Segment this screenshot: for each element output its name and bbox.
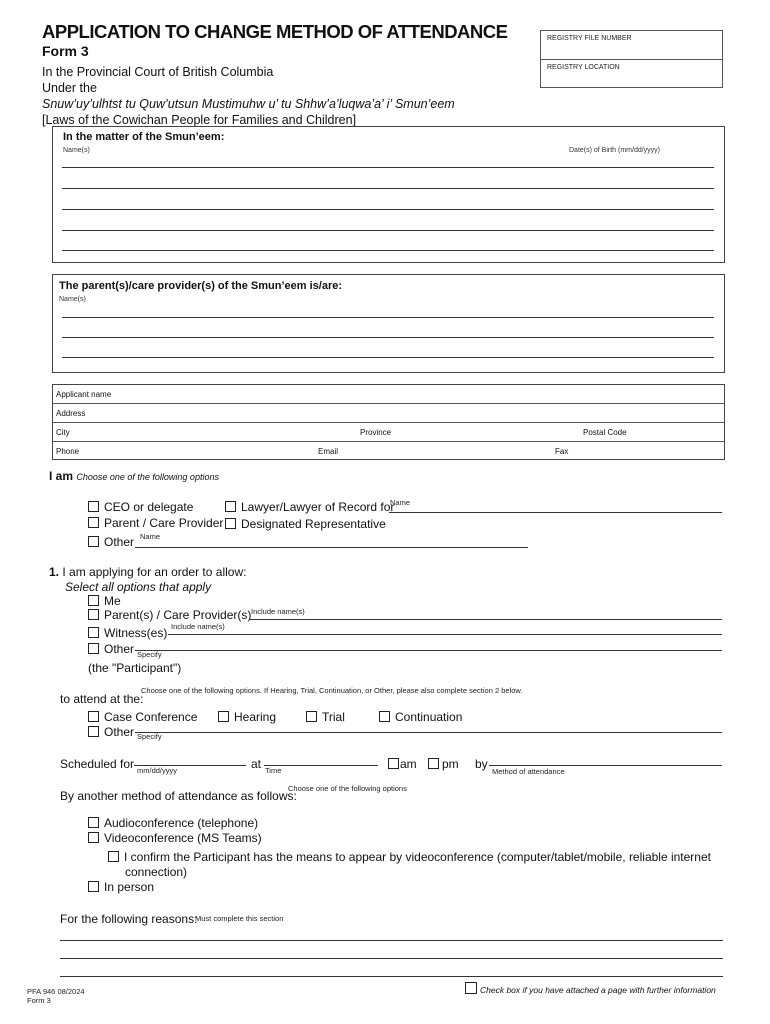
me-checkbox[interactable]	[88, 595, 99, 606]
i-am-instruction: Choose one of the following options	[76, 472, 219, 482]
province-label: Province	[360, 428, 392, 437]
witnesses-checkbox[interactable]	[88, 627, 99, 638]
am-checkbox[interactable]	[388, 758, 399, 769]
scheduled-for-label: Scheduled for	[60, 757, 135, 771]
section1-heading	[49, 565, 246, 579]
video-checkbox[interactable]	[88, 832, 99, 843]
attached-page-checkbox[interactable]	[465, 982, 477, 994]
lawyer-checkbox[interactable]	[225, 501, 236, 512]
applicant-box	[52, 384, 725, 460]
option-pm[interactable]	[428, 757, 459, 771]
matter-line-1[interactable]	[62, 167, 714, 168]
designated-checkbox[interactable]	[225, 518, 236, 529]
option-hearing[interactable]	[218, 710, 276, 724]
choose-one-hint: Choose one of the following options	[288, 784, 407, 793]
attached-page-option[interactable]	[465, 982, 716, 995]
registry-file-number-field[interactable]: REGISTRY FILE NUMBER	[541, 31, 722, 60]
matter-names-label: Name(s)	[63, 147, 90, 154]
i-am-heading	[49, 469, 219, 483]
method-line[interactable]	[489, 765, 722, 766]
other-participant-specify: Specify	[137, 650, 162, 659]
case-conference-label: Case Conference	[104, 710, 198, 724]
option-parents[interactable]	[88, 608, 251, 622]
section1-title: I am applying for an order to allow:	[62, 565, 247, 579]
parents-label: Parent(s) / Care Provider(s)	[104, 608, 252, 622]
trial-label: Trial	[322, 710, 345, 724]
matter-line-4[interactable]	[62, 230, 714, 231]
method-hint: Method of attendance	[492, 767, 565, 776]
hearing-label: Hearing	[234, 710, 277, 724]
option-witnesses[interactable]	[88, 626, 167, 640]
option-trial[interactable]	[306, 710, 345, 724]
parents-checkbox[interactable]	[88, 609, 99, 620]
other-participant-label: Other	[104, 642, 135, 656]
lawyer-name-line[interactable]	[389, 512, 722, 513]
matter-line-2[interactable]	[62, 188, 714, 189]
pm-checkbox[interactable]	[428, 758, 439, 769]
option-designated[interactable]	[225, 517, 386, 531]
ceo-checkbox[interactable]	[88, 501, 99, 512]
footer-code: PFA 946 08/2024	[27, 987, 85, 996]
designated-label: Designated Representative	[241, 517, 386, 531]
am-label: am	[400, 757, 417, 771]
option-lawyer[interactable]	[225, 500, 394, 514]
me-label: Me	[104, 594, 121, 608]
witnesses-label: Witness(es)	[104, 626, 168, 640]
address-row[interactable]	[53, 404, 724, 423]
option-other[interactable]	[88, 535, 134, 549]
reasons-line-3[interactable]	[60, 976, 723, 977]
registry-location-field[interactable]: REGISTRY LOCATION	[547, 64, 620, 71]
option-other-participant[interactable]	[88, 642, 134, 656]
option-in-person[interactable]	[88, 880, 154, 894]
other-attend-line[interactable]	[135, 732, 722, 733]
ceo-label: CEO or delegate	[104, 500, 194, 514]
other-participant-checkbox[interactable]	[88, 643, 99, 654]
parents-line-3[interactable]	[62, 357, 714, 358]
other-name-line[interactable]	[135, 547, 528, 548]
matter-heading: In the matter of the Smun’eem:	[63, 131, 225, 143]
pm-label: pm	[442, 757, 459, 771]
continuation-checkbox[interactable]	[379, 711, 390, 722]
parent-checkbox[interactable]	[88, 517, 99, 528]
option-video-confirm[interactable]	[108, 850, 711, 864]
reasons-label: For the following reasons:	[60, 912, 198, 926]
trial-checkbox[interactable]	[306, 711, 317, 722]
other-participant-line[interactable]	[135, 650, 722, 651]
parents-line-2[interactable]	[62, 337, 714, 338]
another-method-label: By another method of attendance as follows:	[60, 789, 297, 803]
court-line-2: Under the	[42, 81, 97, 95]
registry-box	[540, 30, 723, 88]
reasons-line-1[interactable]	[60, 940, 723, 941]
witnesses-include-label: Include name(s)	[171, 622, 225, 631]
applicant-name-label: Applicant name	[56, 390, 112, 399]
i-am-label: I am	[49, 469, 74, 483]
applicant-name-row[interactable]	[53, 385, 724, 404]
continuation-label: Continuation	[395, 710, 463, 724]
option-am[interactable]	[388, 757, 417, 771]
section1-instruction: Select all options that apply	[65, 580, 212, 594]
other-attend-checkbox[interactable]	[88, 726, 99, 737]
form-number: Form 3	[42, 43, 89, 59]
email-label: Email	[318, 447, 339, 456]
date-hint: mm/dd/yyyy	[137, 766, 178, 775]
other-name-label: Name	[140, 532, 161, 541]
parents-box	[52, 274, 725, 373]
option-me[interactable]	[88, 594, 121, 608]
in-person-checkbox[interactable]	[88, 881, 99, 892]
footer-form: Form 3	[27, 996, 51, 1005]
must-complete-hint: Must complete this section	[195, 914, 284, 923]
case-conference-checkbox[interactable]	[88, 711, 99, 722]
other-attend-specify: Specify	[137, 732, 162, 741]
reasons-line-2[interactable]	[60, 958, 723, 959]
matter-line-5[interactable]	[62, 250, 714, 251]
parents-names-label: Name(s)	[59, 296, 86, 303]
video-confirm-label-cont: connection)	[125, 865, 188, 879]
attend-instruction: Choose one of the following options. If Hearing, Trial, Continuation, or Other, please also complete section 2 below.	[141, 686, 523, 695]
hearing-checkbox[interactable]	[218, 711, 229, 722]
city-row[interactable]	[53, 423, 724, 442]
section1-number: 1.	[49, 565, 60, 579]
lawyer-label: Lawyer/Lawyer of Record for	[241, 500, 395, 514]
matter-dob-label: Date(s) of Birth (mm/dd/yyyy)	[569, 147, 661, 154]
in-person-label: In person	[104, 880, 155, 894]
time-hint: Time	[265, 766, 282, 775]
participant-note: (the "Participant")	[88, 661, 182, 675]
law-name: Snuw’uy’ulhtst tu Quw’utsun Mustimuhw u’ tu Shhw’a’luqwa’a’ i’ Smun’eem	[42, 97, 455, 111]
law-english: [Laws of the Cowichan People for Families and Children]	[42, 113, 357, 127]
parent-label: Parent / Care Provider	[104, 516, 224, 530]
court-info	[42, 64, 455, 128]
option-audio[interactable]	[88, 816, 258, 830]
other-label: Other	[104, 535, 135, 549]
attached-page-label: Check box if you have attached a page with further information	[480, 985, 716, 995]
audio-label: Audioconference (telephone)	[104, 816, 259, 830]
video-confirm-checkbox[interactable]	[108, 851, 119, 862]
phone-row[interactable]	[53, 442, 724, 461]
video-label: Videoconference (MS Teams)	[104, 831, 262, 845]
by-label: by	[475, 757, 488, 771]
option-parent[interactable]	[88, 516, 223, 530]
form-title: APPLICATION TO CHANGE METHOD OF ATTENDANCE	[42, 21, 508, 42]
parents-names-line[interactable]	[249, 619, 722, 620]
postal-code-label: Postal Code	[583, 428, 627, 437]
option-video[interactable]	[88, 831, 262, 845]
other-checkbox[interactable]	[88, 536, 99, 547]
matter-line-3[interactable]	[62, 209, 714, 210]
lawyer-name-label: Name	[390, 498, 411, 507]
parents-heading: The parent(s)/care provider(s) of the Smun’eem is/are:	[59, 280, 343, 292]
phone-label: Phone	[56, 447, 80, 456]
video-confirm-label: I confirm the Participant has the means to appear by videoconference (computer/tablet/mobile, reliable internet	[124, 850, 711, 864]
matter-box	[52, 126, 725, 263]
attend-label: to attend at the:	[60, 692, 144, 706]
option-ceo[interactable]	[88, 500, 193, 514]
other-attend-label: Other	[104, 725, 135, 739]
option-continuation[interactable]	[379, 710, 462, 724]
option-case-conference[interactable]	[88, 710, 197, 724]
address-label: Address	[56, 409, 86, 418]
audio-checkbox[interactable]	[88, 817, 99, 828]
option-other-attend[interactable]	[88, 725, 134, 739]
witnesses-names-line[interactable]	[168, 634, 722, 635]
at-label: at	[251, 757, 262, 771]
parents-line-1[interactable]	[62, 317, 714, 318]
court-line-1: In the Provincial Court of British Columbia	[42, 65, 274, 79]
city-label: City	[56, 428, 70, 437]
parents-include-label: Include name(s)	[251, 607, 305, 616]
fax-label: Fax	[555, 447, 569, 456]
